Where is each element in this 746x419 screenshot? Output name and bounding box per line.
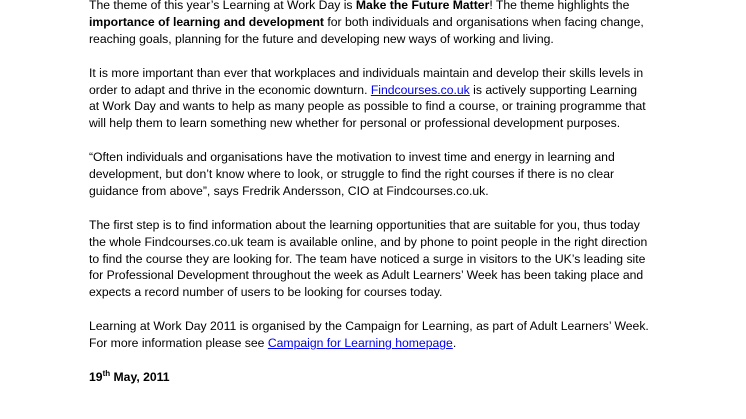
date-month-year: May, 2011 xyxy=(110,369,170,384)
theme-intro-text: The theme of this year’s Learning at Work Day is xyxy=(89,0,356,12)
paragraph-skills xyxy=(89,65,649,133)
date-text xyxy=(89,370,170,384)
document-body xyxy=(89,0,649,403)
date-day: 19 xyxy=(89,369,103,384)
theme-outro-text: for both individuals and organisations when facing change, reaching goals, planning for the future and developing new ways of working and living. xyxy=(89,14,644,46)
findcourses-link[interactable]: Findcourses.co.uk xyxy=(370,82,470,97)
organiser-text: Learning at Work Day 2011 is organised by the Campaign for Learning, as part of Adult Learners’ Week. For more information please see xyxy=(89,319,649,351)
paragraph-theme xyxy=(89,0,649,48)
publication-date xyxy=(89,369,649,386)
paragraph-first-step: The first step is to find information about the learning opportunities that are suitable for you, thus today the whole Findcourses.co.uk team is available online, and by phone to point people in the right direction to find the course they are looking for. The team have noticed a surge in visitors to the UK’s leading site for Professional Development throughout the week as Adult Learners’ Week has been taking place and expects a record number of users to be looking for courses today. xyxy=(89,217,648,300)
skills-intro-text: It is more important than ever that workplaces and individuals maintain and develop their skills levels in order to adapt and thrive in the economic downturn. xyxy=(89,65,644,97)
skills-outro-text: is actively supporting Learning at Work Day and wants to help as many people as possible to find a course, or training programme that will help them to learn something new whether for personal or professional development purposes. xyxy=(89,82,646,131)
paragraph-quote: “Often individuals and organisations have the motivation to invest time and energy in learning and development, but don’t know where to look, or struggle to find the right courses if there is no clear guidance from above”, says Fredrik Andersson, CIO at Findcourses.co.uk. xyxy=(89,150,615,198)
campaign-homepage-link[interactable]: Campaign for Learning homepage xyxy=(267,336,453,351)
organiser-period: . xyxy=(452,336,457,351)
theme-highlight: importance of learning and development xyxy=(89,14,324,29)
paragraph-organiser xyxy=(89,318,649,352)
theme-mid-text: ! The theme highlights the xyxy=(489,0,630,12)
date-suffix: th xyxy=(102,368,111,378)
theme-name: Make the Future Matter xyxy=(355,0,490,12)
